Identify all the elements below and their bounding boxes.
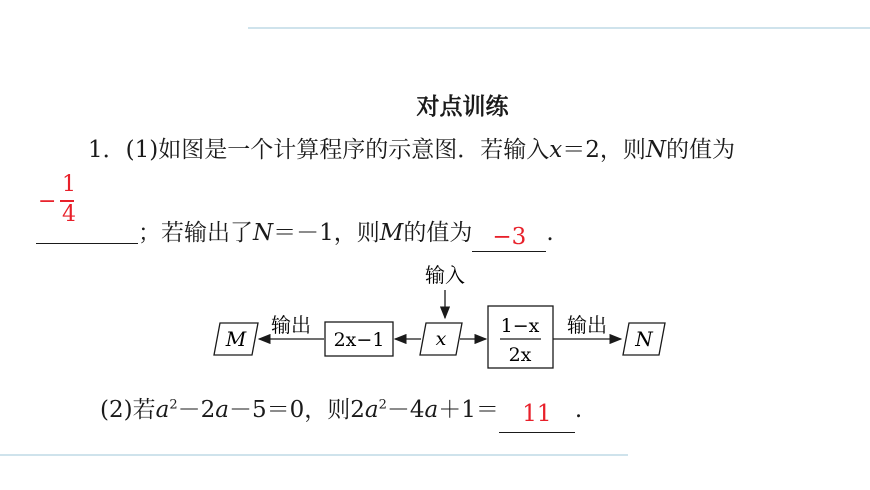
p2-exp: 2: [169, 397, 178, 413]
p2-mid3: －4: [386, 397, 425, 423]
p2-period: .: [574, 397, 583, 423]
line2-text-a: ；若输出了: [138, 220, 253, 246]
p2-var-a: a: [155, 397, 170, 423]
section-title: 对点训练: [416, 94, 509, 120]
box-x-label: x: [435, 328, 447, 350]
var-n-2: N: [253, 220, 274, 246]
p2-mid2: －5＝0，则2: [228, 397, 365, 423]
p2-var-a4: a: [424, 397, 439, 423]
var-x: x: [549, 137, 563, 163]
output-label-left: 输出: [271, 313, 311, 337]
fraction-numerator: 1−x: [500, 315, 540, 337]
problem2-line: [100, 391, 582, 433]
input-label: 输入: [425, 263, 465, 287]
box-m-label: M: [225, 327, 247, 351]
line2-period: .: [546, 220, 554, 246]
answer2-value: −3: [492, 224, 527, 250]
answer1-sign: −: [38, 189, 57, 214]
answer1-numerator: 1: [62, 172, 76, 197]
answer3-blank: [499, 401, 575, 433]
line2-text-b: ＝－1，则: [273, 220, 380, 246]
var-n: N: [645, 137, 666, 163]
p2-var-a2: a: [215, 397, 229, 423]
p2-mid4: ＋1＝: [438, 397, 499, 423]
box-n-label: N: [635, 327, 653, 351]
p2-var-a3: a: [364, 397, 379, 423]
p2-exp2: 2: [378, 397, 387, 413]
problem1-intro: 1．(1)如图是一个计算程序的示意图．若输入: [88, 137, 550, 163]
answer3-value: 11: [522, 401, 552, 427]
fraction-denominator: 2x: [508, 344, 532, 366]
var-m: M: [379, 220, 404, 246]
problem1-tail: 的值为: [665, 137, 735, 163]
line2-text-c: 的值为: [403, 220, 473, 246]
eq-x: ＝2，则: [562, 137, 646, 163]
p2-prefix: (2)若: [100, 397, 156, 423]
p2-mid1: －2: [177, 397, 216, 423]
output-label-right: 输出: [567, 313, 607, 337]
box-2x-minus-1-label: 2x−1: [333, 329, 385, 351]
answer1-denominator: 4: [62, 202, 76, 227]
